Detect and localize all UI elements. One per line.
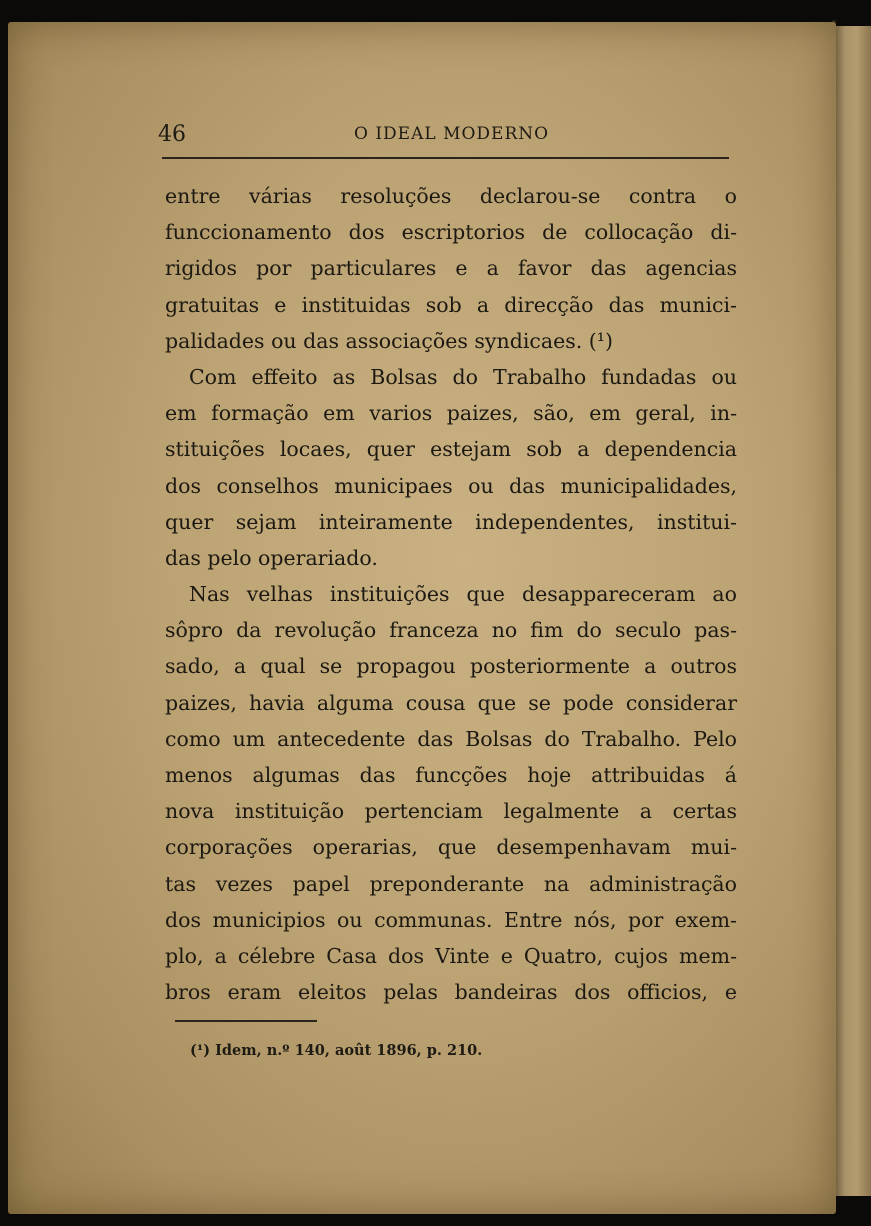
- text-line: bros eram eleitos pelas bandeiras dos officios, e: [165, 980, 737, 1005]
- text-line: rigidos por particulares e a favor das agencias: [165, 256, 737, 281]
- text-line: quer sejam inteiramente independentes, institui-: [165, 509, 737, 534]
- text-line: gratuitas e instituidas sob a direcção das munici-: [165, 292, 737, 317]
- text-line: das pelo operariado.: [165, 545, 378, 570]
- running-title: O IDEAL MODERNO: [354, 124, 550, 144]
- text-line: nova instituição pertenciam legalmente a certas: [165, 799, 737, 824]
- text-line: stituições locaes, quer estejam sob a dependencia: [165, 437, 737, 462]
- text-line: como um antecedente das Bolsas do Trabalho. Pelo: [165, 726, 737, 751]
- page-header: [158, 122, 728, 148]
- text-line: funccionamento dos escriptorios de collocação di-: [165, 220, 737, 245]
- text-line: tas vezes papel preponderante na administração: [165, 871, 737, 896]
- text-line: sado, a qual se propagou posteriormente a outros: [165, 654, 737, 679]
- header-divider: [162, 157, 729, 159]
- footnote-divider: [175, 1020, 317, 1022]
- text-line: sôpro da revolução franceza no fim do seculo pas-: [165, 618, 737, 643]
- text-line: em formação em varios paizes, são, em geral, in-: [165, 401, 737, 426]
- next-page-edge: [834, 26, 871, 1196]
- text-line: menos algumas das funcções hoje attribuidas á: [165, 763, 737, 787]
- footnote: (¹) Idem, n.º 140, août 1896, p. 210.: [190, 1042, 483, 1059]
- page-number: 46: [158, 122, 186, 147]
- text-line: dos municipios ou communas. Entre nós, por exem-: [165, 907, 737, 932]
- text-line: Com effeito as Bolsas do Trabalho fundadas ou: [189, 364, 737, 389]
- text-line: palidades ou das associações syndicaes. (¹): [165, 328, 613, 353]
- body-text: [165, 178, 737, 1010]
- text-line: plo, a célebre Casa dos Vinte e Quatro, cujos mem-: [165, 943, 737, 968]
- text-line: dos conselhos municipaes ou das municipalidades,: [165, 473, 737, 498]
- text-line: entre várias resoluções declarou-se contra o: [165, 184, 737, 208]
- text-line: paizes, havia alguma cousa que se pode considerar: [165, 690, 737, 715]
- text-line: Nas velhas instituições que desappareceram ao: [189, 582, 737, 607]
- text-line: corporações operarias, que desempenhavam mui-: [165, 835, 737, 860]
